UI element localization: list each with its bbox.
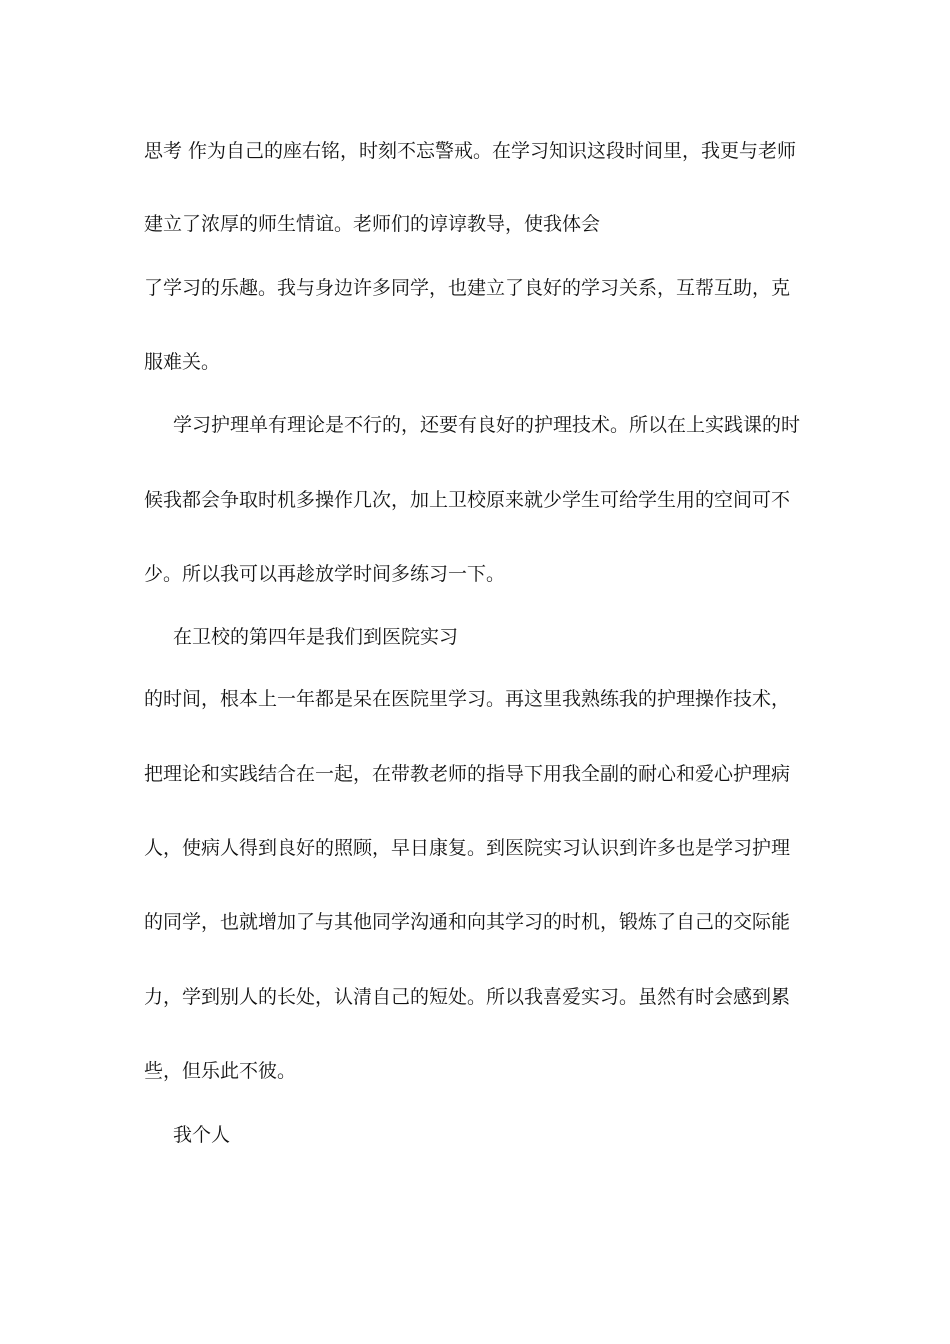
text-line-14: 些，但乐此不彼。 xyxy=(144,1060,297,1082)
text-line-8: 在卫校的第四年是我们到医院实习 xyxy=(173,626,459,648)
text-line-13: 力，学到别人的长处，认清自己的短处。所以我喜爱实习。虽然有时会感到累 xyxy=(144,986,791,1008)
text-line-4: 服难关。 xyxy=(144,351,221,373)
text-line-5: 学习护理单有理论是不行的，还要有良好的护理技术。所以在上实践课的时 xyxy=(173,414,801,436)
text-line-11: 人，使病人得到良好的照顾，早日康复。到医院实习认识到许多也是学习护理 xyxy=(144,837,791,859)
text-line-7: 少。所以我可以再趁放学时间多练习一下。 xyxy=(144,563,506,585)
text-line-9: 的时间，根本上一年都是呆在医院里学习。再这里我熟练我的护理操作技术， xyxy=(144,688,791,710)
text-line-10: 把理论和实践结合在一起，在带教老师的指导下用我全副的耐心和爱心护理病 xyxy=(144,763,791,785)
text-line-1: 思考 作为自己的座右铭，时刻不忘警戒。在学习知识这段时间里，我更与老师 xyxy=(144,140,797,162)
text-line-2: 建立了浓厚的师生情谊。老师们的谆谆教导，使我体会 xyxy=(144,213,601,235)
text-line-3: 了学习的乐趣。我与身边许多同学，也建立了良好的学习关系，互帮互助，克 xyxy=(144,277,791,299)
text-line-12: 的同学，也就增加了与其他同学沟通和向其学习的时机，锻炼了自己的交际能 xyxy=(144,911,791,933)
text-line-15: 我个人 xyxy=(173,1124,231,1146)
text-line-6: 候我都会争取时机多操作几次，加上卫校原来就少学生可给学生用的空间可不 xyxy=(144,489,791,511)
